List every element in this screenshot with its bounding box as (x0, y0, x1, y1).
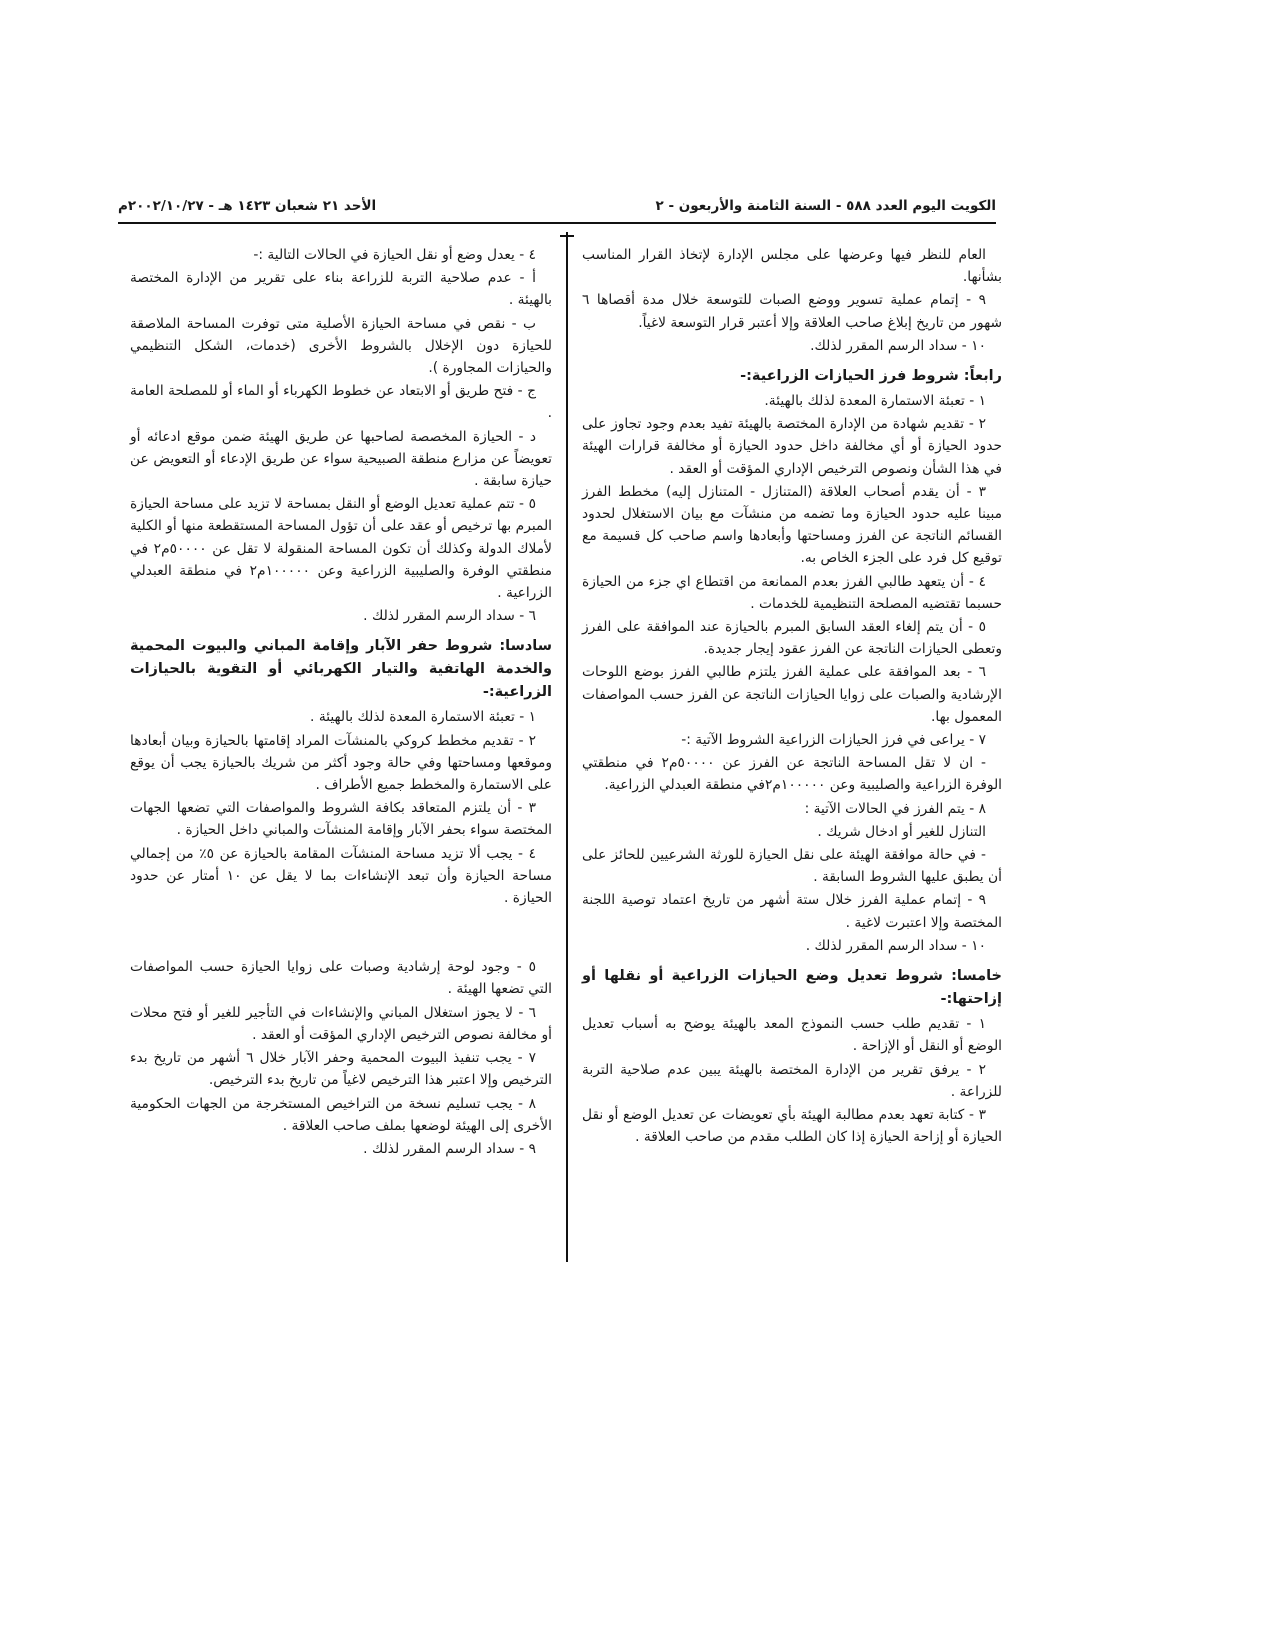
list-item: ١ - تعبئة الاستمارة المعدة لذلك بالهيئة . (310, 709, 536, 726)
paragraph: العام للنظر فيها وعرضها على مجلس الإدارة لإتخاذ القرار المناسب بشأنها. (582, 247, 1002, 286)
section-heading-4: رابعاً: شروط فرز الحيازات الزراعية:- (740, 368, 1002, 385)
list-item: ٢ - يرفق تقرير من الإدارة المختصة بالهيئة يبين عدم صلاحية التربة للزراعة . (582, 1061, 1002, 1100)
list-item: ٢ - تقديم شهادة من الإدارة المختصة بالهيئة تفيد بعدم وجود تجاوز على حدود الحيازة أو أي مخالفة داخل حدود الحيازة أو مخالفة قرارات الهيئة في هذا الشأن ونصوص الترخيص الإداري المؤقت أو العقد . (582, 416, 1002, 477)
header-rule (118, 222, 996, 224)
list-item: ٦ - سداد الرسم المقرر لذلك . (363, 608, 536, 625)
section-heading-5: خامسا: شروط تعديل وضع الحيازات الزراعية أو نقلها أو إزاحتها:- (582, 968, 1002, 1008)
list-item: ٥ - تتم عملية تعديل الوضع أو النقل بمساحة لا تزيد على مساحة الحيازة المبرم بها ترخيص أو عقد على أن تؤول المساحة المستقطعة منها أو الكلية لأملاك الدولة وكذلك أن تكون المساحة المنقولة لا تقل عن ٥٠٠٠٠م٢ في منطقتي الوفرة والصليبية الزراعية وعن ١٠٠٠٠٠م٢ في منطقة العبدلي الزراعية . (130, 496, 552, 602)
list-item: - في حالة موافقة الهيئة على نقل الحيازة للورثة الشرعيين للحائز على أن يطبق عليها الشروط السابقة . (582, 847, 1002, 886)
list-item: أ - عدم صلاحية التربة للزراعة بناء على تقرير من الإدارة المختصة بالهيئة . (130, 270, 552, 309)
paragraph: ٩ - إتمام عملية تسوير ووضع الصبات للتوسعة خلال مدة أقصاها ٦ شهور من تاريخ إبلاغ صاحب العلاقة وإلا أعتبر قرار التوسعة لاغياً. (582, 292, 1002, 331)
list-item: ٧ - يجب تنفيذ البيوت المحمية وحفر الآبار خلال ٦ أشهر من تاريخ بدء الترخيص وإلا اعتبر هذا الترخيص لاغياً من تاريخ بدء الترخيص. (130, 1050, 552, 1089)
list-item: ٥ - أن يتم إلغاء العقد السابق المبرم بالحيازة عند الموافقة على الفرز وتعطى الحيازات الناتجة عن الفرز عقود إيجار جديدة. (582, 619, 1002, 658)
list-item: ٤ - أن يتعهد طالبي الفرز بعدم الممانعة من اقتطاع اي جزء من الحيازة حسبما تقتضيه المصلحة التنظيمية للخدمات . (582, 573, 1002, 612)
list-item: - ان لا تقل المساحة الناتجة عن الفرز عن ٥٠٠٠٠م٢ في منطقتي الوفرة الزراعية والصليبية وعن ١٠٠٠٠٠م٢في منطقة العبدلي الزراعية. (582, 755, 1002, 794)
list-item: ٤ - يعدل وضع أو نقل الحيازة في الحالات التالية :- (253, 247, 536, 263)
list-item: ٦ - لا يجوز استغلال المباني والإنشاءات في التأجير للغير أو فتح محلات أو مخالفة نصوص الترخيص الإداري المؤقت أو العقد . (130, 1004, 552, 1043)
header-date: الأحد ٢١ شعبان ١٤٢٣ هـ - ٢٠٠٢/١٠/٢٧م (118, 198, 377, 214)
list-item: ج - فتح طريق أو الابتعاد عن خطوط الكهرباء أو الماء أو للمصلحة العامة . (130, 383, 552, 422)
list-item: ١ - تعبئة الاستمارة المعدة لذلك بالهيئة. (764, 393, 986, 410)
list-item: ١٠ - سداد الرسم المقرر لذلك . (805, 937, 986, 954)
list-item: التنازل للغير أو ادخال شريك . (817, 823, 986, 840)
list-item: ٥ - وجود لوحة إرشادية وصبات على زوايا الحيازة حسب المواصفات التي تضعها الهيئة . (130, 959, 552, 998)
list-item: ٩ - سداد الرسم المقرر لذلك . (363, 1140, 536, 1157)
list-item: ٢ - تقديم مخطط كروكي بالمنشآت المراد إقامتها بالحيازة وبيان أبعادها وموقعها ومساحتها وفي حالة وجود أكثر من شريك بالحيازة يجب أن يوقع على الاستمارة والمخطط جميع الأطراف . (130, 732, 552, 794)
list-item: ٣ - أن يلتزم المتعاقد بكافة الشروط والمواصفات التي تضعها الجهات المختصة سواء بحفر الآبار وإقامة المنشآت والمباني داخل الحيازة . (130, 800, 552, 839)
list-item: ٧ - يراعى في فرز الحيازات الزراعية الشروط الآتية :- (681, 732, 986, 749)
list-item: ٨ - يجب تسليم نسخة من التراخيص المستخرجة من الجهات الحكومية الأخرى إلى الهيئة لوضعها بملف صاحب العلاقة . (130, 1095, 552, 1134)
list-item: ب - نقص في مساحة الحيازة الأصلية متى توفرت المساحة الملاصقة للحيازة دون الإخلال بالشروط الأخرى (خدمات، الشكل التنظيمي والحيازات المجاورة ). (130, 315, 552, 377)
column-divider (566, 232, 568, 1262)
list-item: ٣ - كتابة تعهد بعدم مطالبة الهيئة بأي تعويضات عن تعديل الوضع أو نقل الحيازة أو إزاحة الحيازة إذا كان الطلب مقدم من صاحب العلاقة . (582, 1106, 1002, 1146)
list-item: ٩ - إتمام عملية الفرز خلال ستة أشهر من تاريخ اعتماد توصية اللجنة المختصة وإلا اعتبرت لاغية . (582, 892, 1002, 931)
page-header (118, 196, 996, 218)
column-gap (130, 910, 552, 956)
list-item: ١ - تقديم طلب حسب النموذج المعد بالهيئة يوضح به أسباب تعديل الوضع أو النقل أو الإزاحة . (582, 1016, 1002, 1055)
list-item: ٣ - أن يقدم أصحاب العلاقة (المتنازل - المتنازل إليه) مخطط الفرز مبينا عليه حدود الحيازة وما تضمه من منشآت مع بيان الاستغلال لحدود القسائم الناتجة عن الفرز ومساحتها وأبعادها واسم صاحب كل قسيمة مع توقيع كل فرد على الجزء الخاص به. (582, 483, 1002, 567)
header-issue-info: الكويت اليوم العدد ٥٨٨ - السنة الثامنة والأربعون - ٢ (655, 198, 996, 214)
left-column (130, 244, 552, 1161)
section-heading-6: سادسا: شروط حفر الآبار وإقامة المباني والبيوت المحمية والخدمة الهاتفية والتيار الكهربائي أو التقوية بالحيازات الزراعية:- (130, 638, 552, 701)
list-item: ٤ - يجب ألا تزيد مساحة المنشآت المقامة بالحيازة عن ٥٪ من إجمالي مساحة الحيازة وأن تبعد الإنشاءات بما لا يقل عن ١٠ أمتار عن حدود الحيازة . (130, 845, 552, 907)
list-item: ٨ - يتم الفرز في الحالات الآتية : (804, 800, 986, 817)
right-column (582, 244, 1002, 1149)
paragraph: ١٠ - سداد الرسم المقرر لذلك. (810, 337, 986, 354)
list-item: د - الحيازة المخصصة لصاحبها عن طريق الهيئة ضمن موقع ادعائه أو تعويضاً عن مزارع منطقة الصبيحية سواء عن طريق الإدعاء أو التعويض عن حيازة سابقة . (130, 428, 552, 490)
list-item: ٦ - بعد الموافقة على عملية الفرز يلتزم طالبي الفرز بوضع اللوحات الإرشادية والصبات على زوايا الحيازات الناتجة عن الفرز حسب المواصفات المعمول بها. (582, 664, 1002, 725)
